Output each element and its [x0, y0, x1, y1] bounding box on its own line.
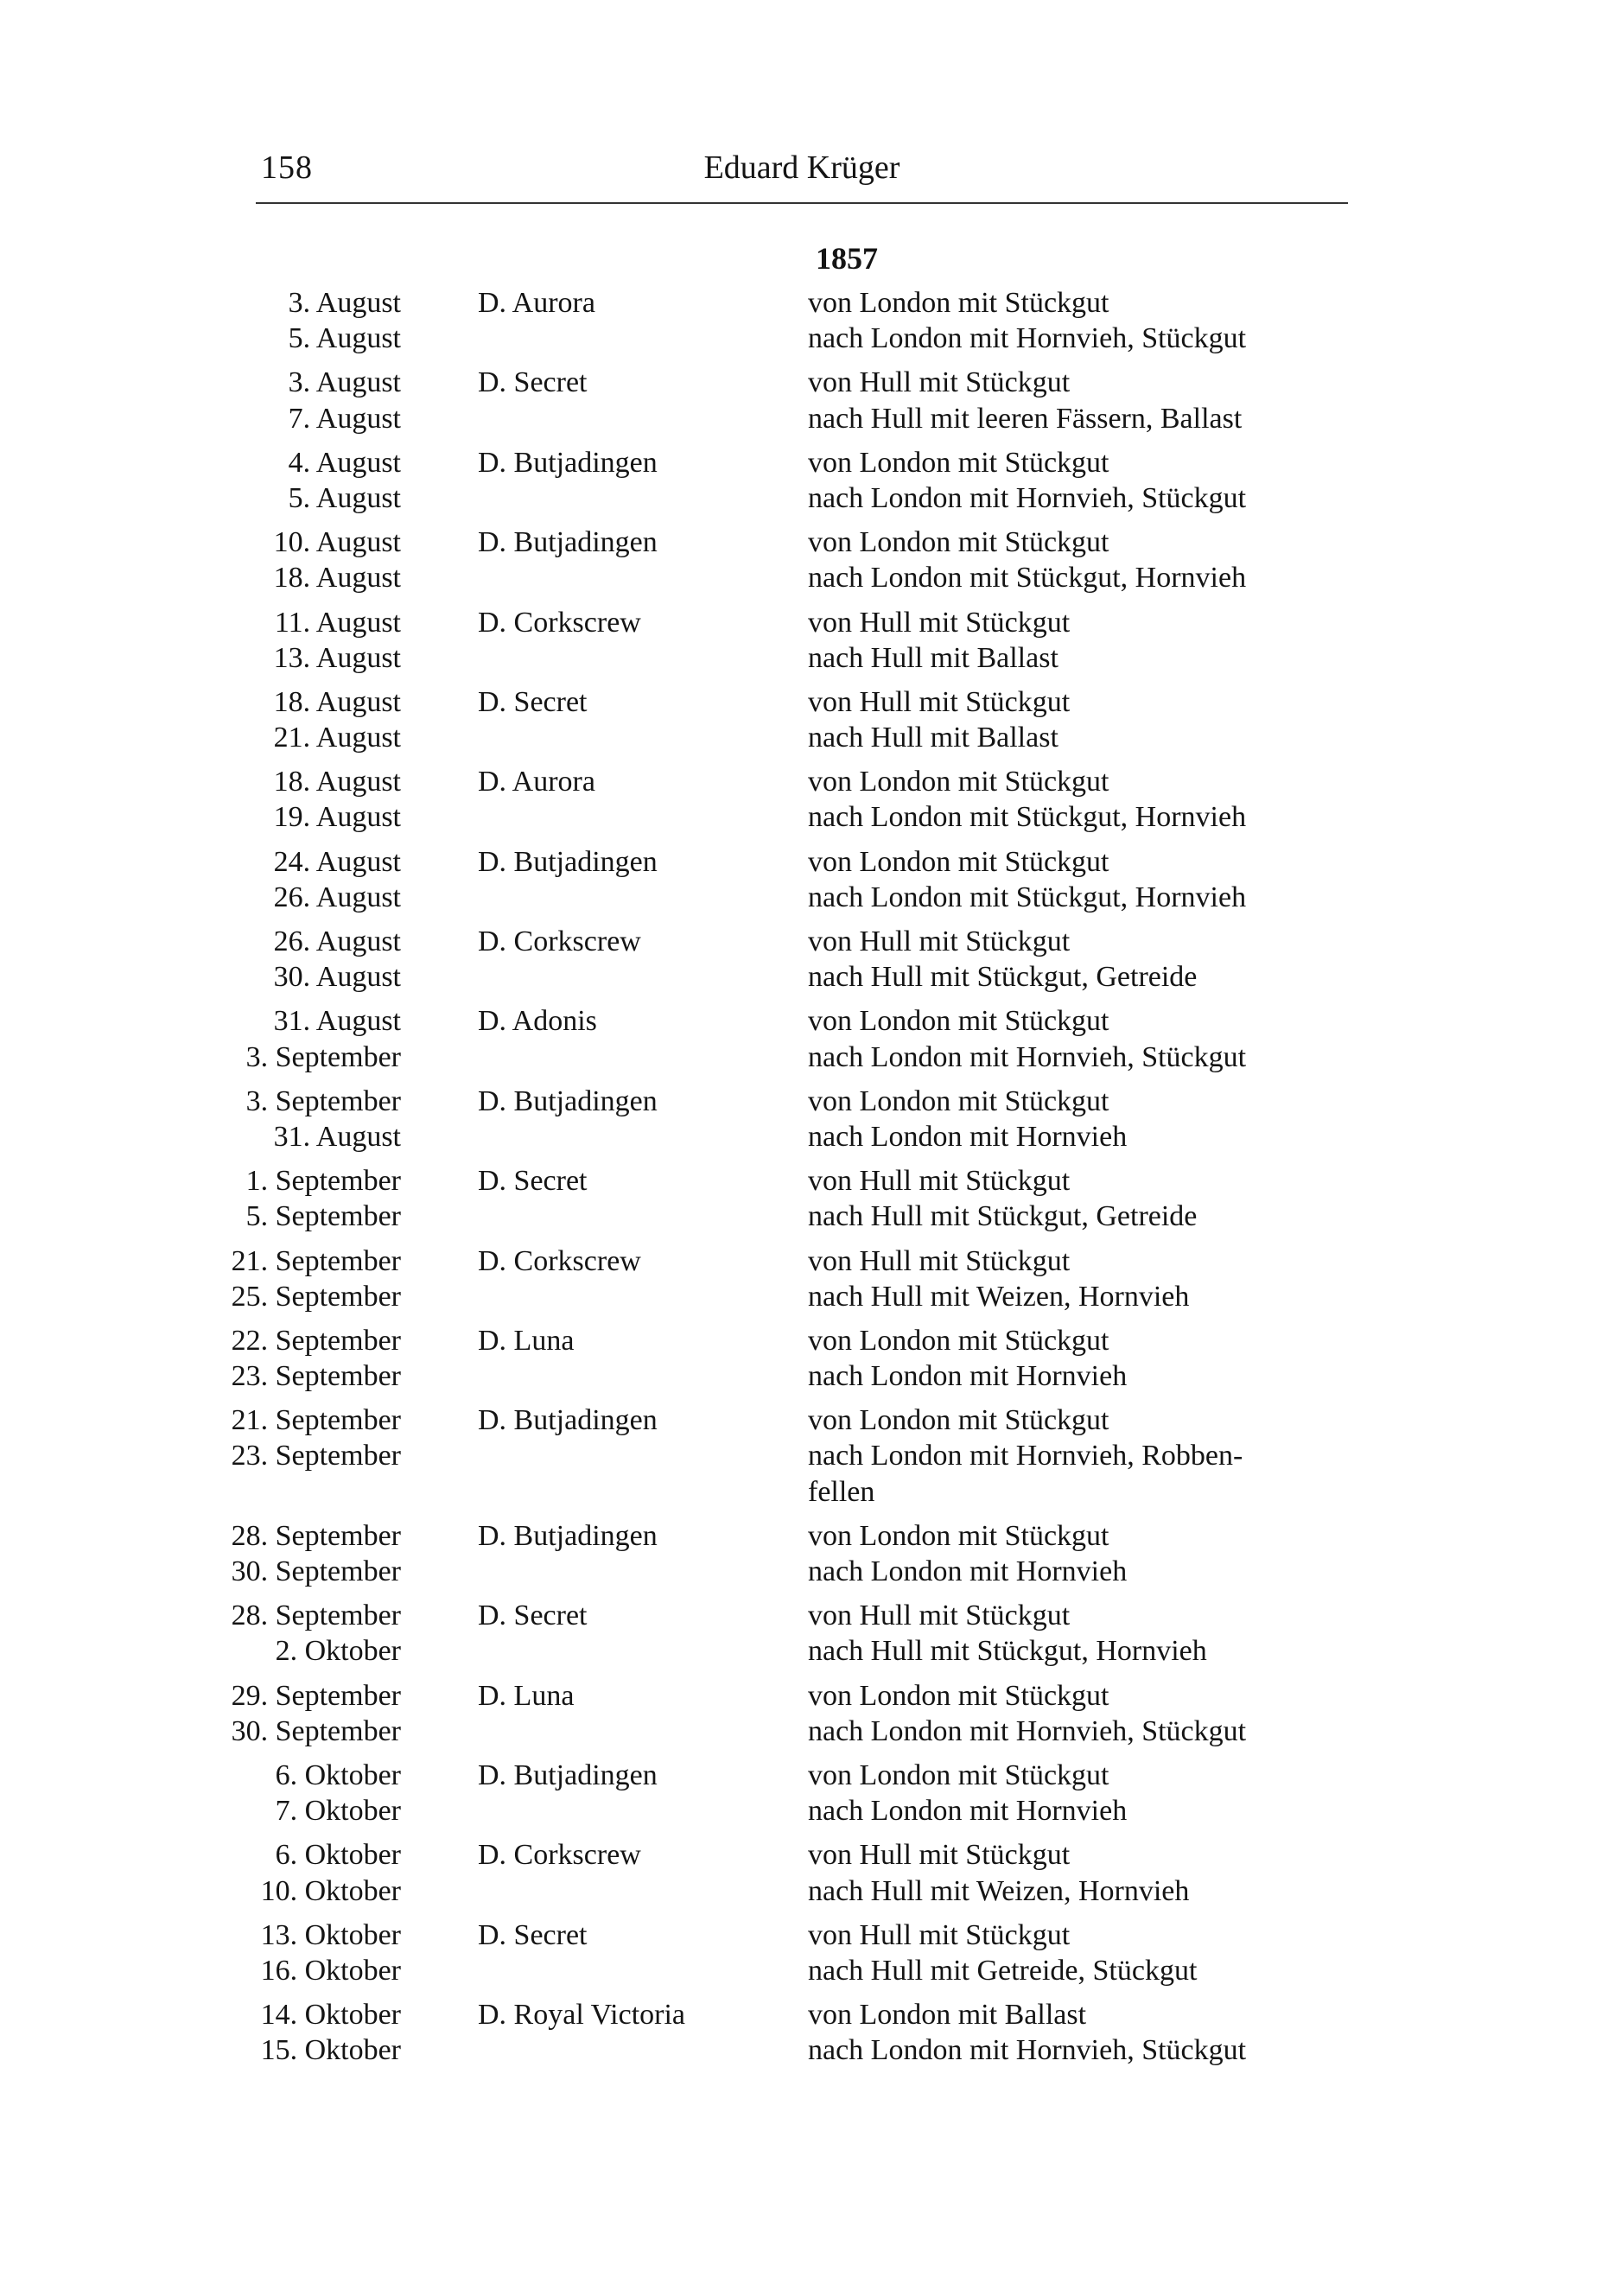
return-date: 23. September [231, 1440, 401, 1472]
return-date: 31. August [273, 1120, 401, 1153]
return-date: 13. August [273, 641, 401, 674]
return-date: 18. August [273, 562, 401, 595]
departure-date: 11. August [274, 606, 401, 639]
voyage-entry [0, 1518, 1602, 1598]
departure-date: 4. August [288, 446, 401, 479]
ship-name: D. Secret [478, 1918, 588, 1951]
voyage-entry [0, 1997, 1602, 2077]
return-line [0, 1873, 1602, 1909]
return-cargo: nach London mit Stückgut, Hornvieh [808, 562, 1247, 595]
voyage-entry [0, 525, 1602, 604]
ship-name: D. Butjadingen [478, 1519, 658, 1552]
return-date: 15. Oktober [260, 2034, 401, 2067]
return-cargo: nach Hull mit Stückgut, Hornvieh [808, 1635, 1207, 1668]
return-line [0, 880, 1602, 915]
outbound-line [0, 1243, 1602, 1279]
outbound-cargo: von Hull mit Stückgut [808, 685, 1071, 718]
voyage-entry [0, 285, 1602, 365]
voyage-entry [0, 1402, 1602, 1518]
ship-name: D. Aurora [478, 766, 595, 798]
return-cargo: nach Hull mit leeren Fässern, Ballast [808, 402, 1243, 435]
outbound-line [0, 525, 1602, 560]
outbound-line [0, 1997, 1602, 2032]
departure-date: 18. August [273, 766, 401, 798]
voyage-entry [0, 1084, 1602, 1163]
return-line [0, 2032, 1602, 2068]
outbound-line [0, 1084, 1602, 1119]
voyage-entry [0, 1323, 1602, 1402]
return-cargo: nach London mit Hornvieh, Robben- [808, 1440, 1243, 1472]
outbound-cargo: von Hull mit Stückgut [808, 1918, 1071, 1951]
return-cargo: nach London mit Hornvieh, Stückgut [808, 1714, 1247, 1747]
return-line [0, 1554, 1602, 1589]
outbound-line [0, 844, 1602, 880]
ship-name: D. Butjadingen [478, 1759, 658, 1791]
ship-name: D. Corkscrew [478, 1244, 641, 1277]
outbound-line [0, 1837, 1602, 1873]
return-date: 5. August [288, 322, 401, 355]
return-date: 10. Oktober [260, 1874, 401, 1907]
voyage-entry [0, 445, 1602, 525]
ship-name: D. Secret [478, 366, 588, 399]
voyage-list [0, 285, 1602, 2077]
return-cargo: nach London mit Hornvieh [808, 1555, 1128, 1587]
return-cargo: nach London mit Hornvieh [808, 1360, 1128, 1393]
ship-name: D. Butjadingen [478, 526, 658, 559]
outbound-cargo: von London mit Stückgut [808, 446, 1109, 479]
return-line [0, 959, 1602, 995]
departure-date: 1. September [245, 1165, 401, 1198]
outbound-cargo: von Hull mit Stückgut [808, 1244, 1071, 1277]
ship-name: D. Butjadingen [478, 446, 658, 479]
outbound-cargo: von London mit Stückgut [808, 526, 1109, 559]
outbound-cargo: von Hull mit Stückgut [808, 925, 1071, 957]
voyage-entry [0, 844, 1602, 924]
return-line [0, 1199, 1602, 1234]
outbound-line [0, 1518, 1602, 1554]
departure-date: 3. August [288, 287, 401, 319]
return-line [0, 560, 1602, 595]
return-date: 2. Oktober [275, 1635, 401, 1668]
voyage-entry [0, 605, 1602, 684]
outbound-cargo: von London mit Ballast [808, 1999, 1087, 2032]
return-cargo: nach London mit Stückgut, Hornvieh [808, 801, 1247, 834]
return-date: 5. September [245, 1200, 401, 1233]
outbound-cargo: von London mit Stückgut [808, 1519, 1109, 1552]
departure-date: 21. September [231, 1404, 401, 1437]
departure-date: 22. September [231, 1324, 401, 1357]
return-cargo: nach London mit Hornvieh, Stückgut [808, 322, 1247, 355]
return-date: 23. September [231, 1360, 401, 1393]
return-line [0, 1953, 1602, 1988]
departure-date: 26. August [273, 925, 401, 957]
return-date: 30. September [231, 1555, 401, 1587]
return-cargo: nach Hull mit Ballast [808, 722, 1058, 754]
voyage-entry [0, 365, 1602, 444]
voyage-entry [0, 1837, 1602, 1917]
voyage-entry [0, 1918, 1602, 1997]
return-line [0, 1279, 1602, 1314]
ship-name: D. Corkscrew [478, 1839, 641, 1872]
return-cargo: nach Hull mit Getreide, Stückgut [808, 1954, 1198, 1987]
outbound-cargo: von London mit Stückgut [808, 1084, 1109, 1117]
departure-date: 3. August [288, 366, 401, 399]
return-line [0, 321, 1602, 356]
year-heading: 1857 [816, 241, 878, 276]
return-line [0, 640, 1602, 676]
return-cargo-continued: fellen [808, 1475, 875, 1508]
outbound-line [0, 1323, 1602, 1358]
voyage-entry [0, 1598, 1602, 1677]
return-date: 7. Oktober [275, 1795, 401, 1828]
return-line [0, 401, 1602, 436]
departure-date: 24. August [273, 845, 401, 878]
running-head: Eduard Krüger [703, 149, 900, 186]
return-line [0, 720, 1602, 755]
ship-name: D. Butjadingen [478, 1404, 658, 1437]
return-line [0, 1438, 1602, 1473]
return-line [0, 1040, 1602, 1075]
return-date: 25. September [231, 1280, 401, 1313]
outbound-line [0, 764, 1602, 799]
outbound-cargo: von Hull mit Stückgut [808, 366, 1071, 399]
outbound-line [0, 285, 1602, 321]
return-line [0, 799, 1602, 835]
departure-date: 31. August [273, 1005, 401, 1038]
ship-name: D. Luna [478, 1679, 575, 1712]
ship-name: D. Luna [478, 1324, 575, 1357]
return-date: 21. August [273, 722, 401, 754]
outbound-line [0, 1758, 1602, 1793]
return-date: 3. September [245, 1040, 401, 1073]
ship-name: D. Secret [478, 1600, 588, 1632]
ship-name: D. Secret [478, 1165, 588, 1198]
departure-date: 28. September [231, 1600, 401, 1632]
return-cargo: nach London mit Hornvieh, Stückgut [808, 481, 1247, 514]
ship-name: D. Butjadingen [478, 1084, 658, 1117]
return-date: 19. August [273, 801, 401, 834]
ship-name: D. Adonis [478, 1005, 597, 1038]
return-date: 26. August [273, 881, 401, 913]
page-number: 158 [261, 149, 313, 186]
return-date: 30. September [231, 1714, 401, 1747]
return-line [0, 1633, 1602, 1669]
outbound-line [0, 1598, 1602, 1633]
outbound-line [0, 365, 1602, 400]
outbound-line [0, 1163, 1602, 1199]
voyage-entry [0, 1758, 1602, 1837]
outbound-cargo: von Hull mit Stückgut [808, 606, 1071, 639]
outbound-line [0, 1678, 1602, 1714]
departure-date: 18. August [273, 685, 401, 718]
return-cargo: nach London mit Stückgut, Hornvieh [808, 881, 1247, 913]
voyage-entry [0, 1678, 1602, 1758]
voyage-entry [0, 1163, 1602, 1243]
departure-date: 13. Oktober [260, 1918, 401, 1951]
ship-name: D. Aurora [478, 287, 595, 319]
voyage-entry [0, 924, 1602, 1003]
ship-name: D. Royal Victoria [478, 1999, 686, 2032]
departure-date: 21. September [231, 1244, 401, 1277]
outbound-cargo: von London mit Stückgut [808, 1005, 1109, 1038]
ship-name: D. Corkscrew [478, 606, 641, 639]
outbound-cargo: von London mit Stückgut [808, 1324, 1109, 1357]
departure-date: 14. Oktober [260, 1999, 401, 2032]
voyage-entry [0, 684, 1602, 764]
voyage-entry [0, 764, 1602, 843]
outbound-line [0, 684, 1602, 720]
outbound-line [0, 1003, 1602, 1039]
return-continuation-line [0, 1474, 1602, 1510]
outbound-line [0, 605, 1602, 640]
departure-date: 28. September [231, 1519, 401, 1552]
outbound-cargo: von London mit Stückgut [808, 1759, 1109, 1791]
return-line [0, 1358, 1602, 1394]
ship-name: D. Butjadingen [478, 845, 658, 878]
return-cargo: nach Hull mit Stückgut, Getreide [808, 1200, 1198, 1233]
ship-name: D. Secret [478, 685, 588, 718]
outbound-line [0, 924, 1602, 959]
outbound-cargo: von London mit Stückgut [808, 845, 1109, 878]
departure-date: 6. Oktober [275, 1839, 401, 1872]
header-rule [256, 202, 1348, 204]
return-date: 30. August [273, 961, 401, 994]
outbound-line [0, 1402, 1602, 1438]
ship-name: D. Corkscrew [478, 925, 641, 957]
return-cargo: nach Hull mit Ballast [808, 641, 1058, 674]
return-date: 5. August [288, 481, 401, 514]
page-header [256, 140, 1348, 192]
return-cargo: nach Hull mit Weizen, Hornvieh [808, 1874, 1190, 1907]
voyage-entry [0, 1243, 1602, 1323]
return-line [0, 1119, 1602, 1154]
return-cargo: nach London mit Hornvieh [808, 1795, 1128, 1828]
return-cargo: nach Hull mit Weizen, Hornvieh [808, 1280, 1190, 1313]
outbound-cargo: von London mit Stückgut [808, 1679, 1109, 1712]
outbound-cargo: von Hull mit Stückgut [808, 1165, 1071, 1198]
departure-date: 6. Oktober [275, 1759, 401, 1791]
outbound-cargo: von London mit Stückgut [808, 1404, 1109, 1437]
return-cargo: nach Hull mit Stückgut, Getreide [808, 961, 1198, 994]
departure-date: 10. August [273, 526, 401, 559]
outbound-line [0, 1918, 1602, 1953]
return-line [0, 1714, 1602, 1749]
outbound-line [0, 445, 1602, 480]
return-cargo: nach London mit Hornvieh, Stückgut [808, 2034, 1247, 2067]
return-cargo: nach London mit Hornvieh, Stückgut [808, 1040, 1247, 1073]
departure-date: 29. September [231, 1679, 401, 1712]
return-cargo: nach London mit Hornvieh [808, 1120, 1128, 1153]
return-date: 7. August [288, 402, 401, 435]
outbound-cargo: von London mit Stückgut [808, 766, 1109, 798]
departure-date: 3. September [245, 1084, 401, 1117]
return-line [0, 1793, 1602, 1829]
outbound-cargo: von Hull mit Stückgut [808, 1839, 1071, 1872]
outbound-cargo: von London mit Stückgut [808, 287, 1109, 319]
return-line [0, 480, 1602, 516]
outbound-cargo: von Hull mit Stückgut [808, 1600, 1071, 1632]
voyage-entry [0, 1003, 1602, 1083]
return-date: 16. Oktober [260, 1954, 401, 1987]
